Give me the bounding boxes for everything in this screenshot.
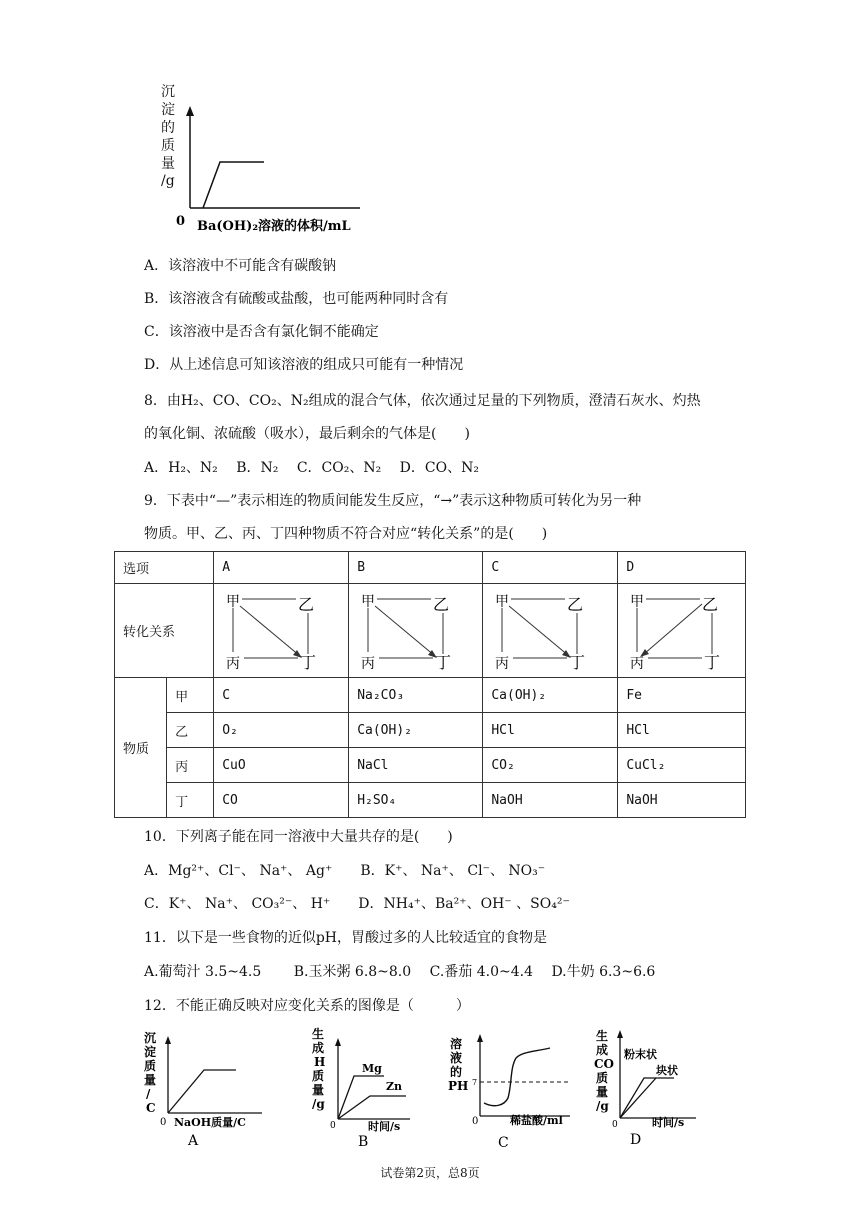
svg-text:溶: 溶 [450, 1037, 463, 1051]
svg-text:PH: PH [448, 1079, 469, 1093]
table-cell: HCl [618, 713, 746, 748]
q12-chart-a [140, 1028, 270, 1158]
chart-c-ph-curve [484, 1048, 550, 1106]
table-header-row [115, 552, 746, 584]
q10-stem: 10．下列离子能在同一溶液中大量共存的是( ) [144, 829, 453, 845]
diagram-d [626, 586, 726, 672]
svg-text:质: 质 [312, 1069, 325, 1083]
svg-text:淀: 淀 [144, 1045, 157, 1059]
table-cell: CuCl₂ [618, 748, 746, 783]
q10-options-cd: C．K⁺、 Na⁺、 CO₃²⁻、 H⁺ D．NH₄⁺、Ba²⁺、OH⁻ 、SO₄²⁻ [144, 896, 570, 912]
q7-option-c: C．该溶液中是否含有氯化铜不能确定 [144, 324, 379, 340]
table-cell: O₂ [214, 713, 349, 748]
table-cell: C [214, 678, 349, 713]
svg-text:时间/s: 时间/s [652, 1116, 685, 1129]
ylabel-char: 淀 [161, 102, 175, 118]
svg-text:C: C [146, 1101, 156, 1115]
svg-text:H: H [314, 1055, 326, 1069]
q7-option-d: D．从上述信息可知该溶液的组成只可能有一种情况 [144, 357, 464, 373]
row-name: 丙 [167, 748, 214, 783]
chart-b-mg-curve [338, 1076, 384, 1119]
svg-text:丙: 丙 [226, 655, 241, 672]
q10-options-ab: A．Mg²⁺、Cl⁻、 Na⁺、 Ag⁺ B．K⁺、 Na⁺、 Cl⁻、 NO₃⁻ [144, 863, 546, 879]
precipitate-chart [150, 80, 370, 240]
precipitate-chart-ylabel [161, 84, 175, 189]
svg-text:7: 7 [472, 1078, 478, 1087]
svg-text:乙: 乙 [567, 594, 584, 614]
svg-text:乙: 乙 [433, 594, 450, 614]
ylabel-char: 量 [161, 156, 175, 172]
svg-text:生: 生 [312, 1027, 325, 1041]
ylabel-char: 质 [161, 138, 175, 154]
table-cell: NaCl [349, 748, 483, 783]
block-label: 块状 [656, 1064, 678, 1077]
header-cell: 选项 [115, 552, 214, 584]
ylabel-char: /g [161, 173, 175, 189]
svg-text:CO: CO [594, 1057, 615, 1071]
q11-stem: 11．以下是一些食物的近似pH，胃酸过多的人比较适宜的食物是 [144, 930, 547, 946]
ylabel-char: 的 [161, 120, 175, 136]
chart-a-curve [168, 1070, 236, 1113]
svg-text:稀盐酸/ml: 稀盐酸/ml [510, 1114, 563, 1127]
svg-text:/g: /g [596, 1099, 609, 1113]
q8-stem-line2: 的氧化铜、浓硫酸（吸水），最后剩余的气体是( ) [144, 426, 470, 442]
svg-text:0: 0 [330, 1121, 336, 1131]
chart-c-letter: C [498, 1135, 509, 1151]
svg-text:甲: 甲 [495, 593, 510, 610]
row-name: 乙 [167, 713, 214, 748]
q7-option-a: A．该溶液中不可能含有碳酸钠 [144, 258, 337, 274]
relation-row [115, 584, 746, 678]
chart-d-powder-curve [620, 1078, 674, 1118]
header-cell: D [618, 552, 746, 584]
svg-text:量: 量 [144, 1073, 157, 1087]
table-cell: H₂SO₄ [349, 783, 483, 818]
table-row [115, 783, 746, 818]
q9-table [114, 551, 746, 818]
q9-stem-line2: 物质。甲、乙、丙、丁四种物质不符合对应“转化关系”的是( ) [144, 526, 548, 542]
svg-text:0: 0 [612, 1120, 618, 1130]
svg-text:丙: 丙 [630, 655, 645, 672]
origin-label: 0 [176, 214, 186, 229]
row-name: 丁 [167, 783, 214, 818]
svg-text:丁: 丁 [704, 652, 721, 672]
relation-diagram-c [483, 584, 618, 678]
svg-text:丁: 丁 [569, 652, 586, 672]
q11-options: A.葡萄汁 3.5~4.5 B.玉米粥 6.8~8.0 C.番茄 4.0~4.4 D.牛奶 6.3~6.6 [144, 964, 656, 980]
table-cell: CO [214, 783, 349, 818]
diagram-c [491, 586, 591, 672]
table-cell: Na₂CO₃ [349, 678, 483, 713]
svg-text:成: 成 [312, 1041, 325, 1055]
q12-chart-b [306, 1024, 416, 1154]
svg-text:丁: 丁 [300, 652, 317, 672]
svg-text:质: 质 [144, 1059, 157, 1073]
relation-diagram-a [214, 584, 349, 678]
zn-label: Zn [386, 1080, 403, 1093]
svg-text:NaOH质量/C: NaOH质量/C [174, 1116, 246, 1129]
table-cell: CuO [214, 748, 349, 783]
header-cell: B [349, 552, 483, 584]
diagram-a [222, 586, 322, 672]
svg-text:丙: 丙 [361, 655, 376, 672]
svg-text:质: 质 [596, 1071, 609, 1085]
table-row [115, 713, 746, 748]
svg-text:甲: 甲 [226, 593, 241, 610]
svg-text:成: 成 [596, 1043, 609, 1057]
table-cell: CO₂ [483, 748, 618, 783]
powder-label: 粉末状 [624, 1048, 657, 1061]
q12-chart-c [446, 1028, 576, 1158]
table-cell: NaOH [618, 783, 746, 818]
svg-text:沉: 沉 [144, 1031, 157, 1045]
y-axis-arrow [186, 106, 194, 116]
table-cell: Fe [618, 678, 746, 713]
precipitate-curve [203, 162, 264, 208]
svg-text:丁: 丁 [435, 652, 452, 672]
row-name: 甲 [167, 678, 214, 713]
relation-diagram-b [349, 584, 483, 678]
chart-d-block-curve [620, 1078, 656, 1118]
relation-diagram-d [618, 584, 746, 678]
mg-label: Mg [362, 1062, 382, 1075]
diagram-b [357, 586, 457, 672]
table-cell: HCl [483, 713, 618, 748]
svg-text:丙: 丙 [495, 655, 510, 672]
table-cell: Ca(OH)₂ [349, 713, 483, 748]
q8-options: A．H₂、N₂ B．N₂ C．CO₂、N₂ D．CO、N₂ [144, 460, 479, 476]
relation-label: 转化关系 [115, 584, 214, 678]
svg-text:时间/s: 时间/s [368, 1120, 401, 1133]
chart-a-letter: A [188, 1133, 199, 1149]
q9-stem-line1: 9．下表中“—”表示相连的物质间能发生反应，“→”表示这种物质可转化为另一种 [144, 493, 642, 509]
table-cell: NaOH [483, 783, 618, 818]
svg-text:/: / [146, 1087, 151, 1101]
table-row [115, 748, 746, 783]
svg-text:量: 量 [312, 1083, 325, 1097]
svg-text:0: 0 [160, 1117, 167, 1128]
svg-text:生: 生 [596, 1029, 609, 1043]
svg-text:甲: 甲 [630, 593, 645, 610]
svg-text:量: 量 [596, 1085, 609, 1099]
q12-chart-d [592, 1026, 702, 1156]
header-cell: C [483, 552, 618, 584]
chart-b-letter: B [358, 1134, 369, 1150]
chart-d-letter: D [630, 1132, 642, 1148]
header-cell: A [214, 552, 349, 584]
x-axis-label: Ba(OH)₂溶液的体积/mL [197, 219, 351, 234]
chart-b-zn-curve [338, 1096, 406, 1119]
svg-text:/g: /g [312, 1097, 325, 1111]
svg-text:乙: 乙 [298, 594, 315, 614]
q7-option-b: B．该溶液含有硫酸或盐酸，也可能两种同时含有 [144, 291, 449, 307]
svg-text:甲: 甲 [361, 593, 376, 610]
table-row [115, 678, 746, 713]
page-footer: 试卷第2页，总8页 [380, 1166, 480, 1180]
table-cell: Ca(OH)₂ [483, 678, 618, 713]
svg-text:液: 液 [450, 1051, 463, 1065]
q8-stem-line1: 8．由H₂、CO、CO₂、N₂组成的混合气体，依次通过足量的下列物质，澄清石灰水、灼热 [144, 393, 701, 409]
svg-text:乙: 乙 [702, 594, 719, 614]
q12-stem: 12．不能正确反映对应变化关系的图像是（ ） [144, 998, 470, 1014]
svg-text:的: 的 [450, 1065, 463, 1079]
svg-text:0: 0 [472, 1116, 479, 1127]
ylabel-char: 沉 [161, 84, 175, 100]
substance-label: 物质 [115, 678, 167, 818]
